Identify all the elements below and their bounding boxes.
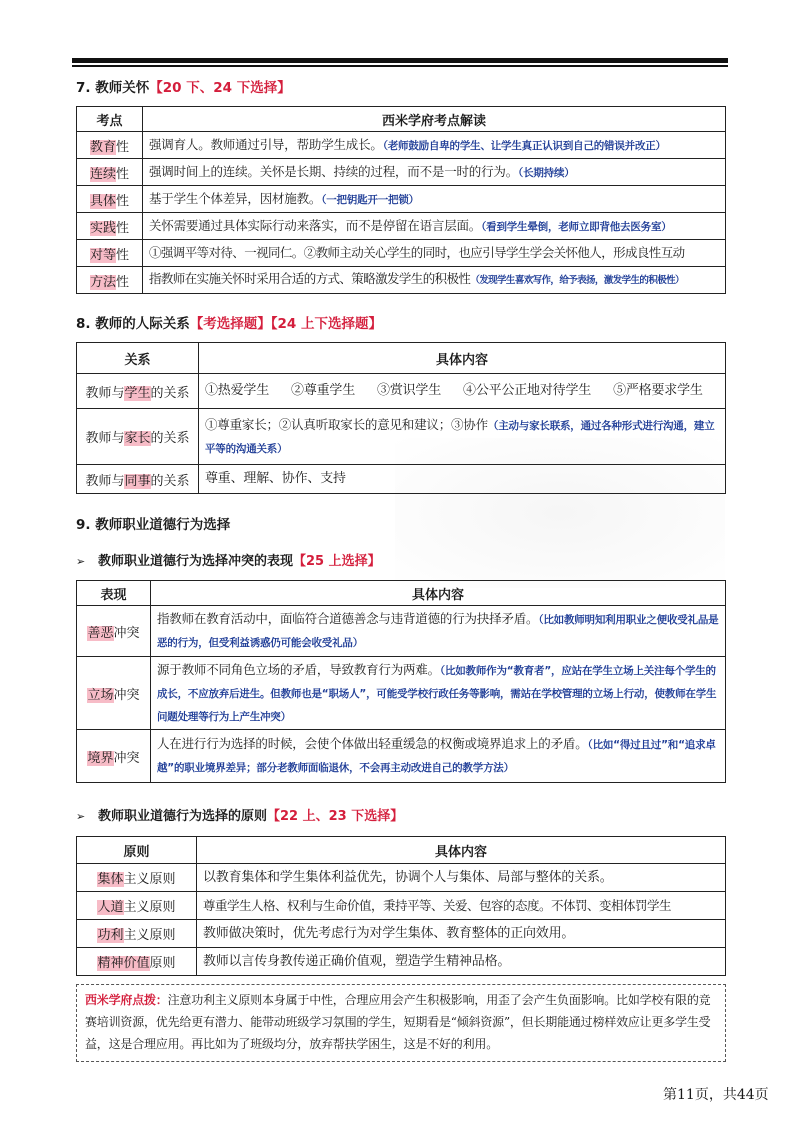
section-7-tag: 【20 下、24 下选择】: [149, 80, 291, 96]
content-cell: [143, 186, 726, 213]
tip-text: 注意功利主义原则本身属于中性，合理应用会产生积极影响，用歪了会产生负面影响。比如学校有限的竞赛培训资源，优先给更有潜力、能带动班级学习氛围的学生，短期看是“倾斜资源”，但长期能通过榜样效应让更多学生受益，这是合理应用。再比如为了班级均分，放弃帮扶学困生，这是不好的利用。: [85, 993, 711, 1051]
page-number: 第11页，共44页: [663, 1087, 769, 1103]
list-item: ④公平公正地对待学生: [463, 383, 592, 398]
highlight-term: 教育: [89, 139, 116, 155]
example-note: （长期持续）: [518, 166, 575, 179]
table-row: [77, 730, 726, 783]
col-header: 具体内容: [197, 837, 726, 864]
highlight-term: 学生: [124, 385, 151, 401]
table-row: [77, 213, 726, 240]
section-8-title: 8. 教师的人际关系: [76, 316, 190, 332]
relation-prefix: 教师与: [85, 431, 125, 446]
content-text: 教师以言传身教传递正确价值观，塑造学生精神品格。: [203, 953, 511, 969]
content-text: 基于学生个体差异，因材施教。: [149, 190, 322, 206]
content-cell: [143, 213, 726, 240]
term-suffix: 主义原则: [123, 872, 176, 887]
section-8-heading: [76, 312, 382, 332]
term-suffix: 性: [116, 220, 130, 236]
highlight-term: 家长: [124, 431, 151, 446]
principle-cell: [77, 948, 197, 976]
subsection-title: 教师职业道德行为选择的原则: [98, 809, 268, 824]
highlight-term: 善恶: [87, 625, 114, 641]
point-cell: [77, 267, 143, 294]
highlight-term: 精神价值: [97, 956, 150, 971]
content-cell: [143, 132, 726, 159]
content-cell: [151, 606, 726, 657]
table-row: [77, 132, 726, 159]
term-suffix: 性: [116, 139, 130, 155]
relation-suffix: 的关系: [150, 385, 190, 401]
highlight-term: 对等: [89, 247, 116, 263]
section-9-title: 9. 教师职业道德行为选择: [76, 517, 231, 533]
relation-cell: [77, 374, 199, 409]
subsection-title: 教师职业道德行为选择冲突的表现: [98, 554, 294, 569]
table-row: [77, 948, 726, 976]
principle-table: [76, 836, 726, 976]
list-item: ②尊重学生: [291, 383, 356, 398]
term-suffix: 冲突: [113, 750, 140, 766]
table-row: [77, 892, 726, 920]
content-text: ①强调平等对待、一视同仁。②教师主动关心学生的同时，也应引导学生学会关怀他人，形成良性互动: [149, 245, 685, 260]
col-header: 关系: [77, 343, 199, 374]
relation-cell: [77, 409, 199, 465]
example-note: （发现学生喜欢写作，给予表扬，激发学生的积极性）: [470, 275, 684, 286]
content-cell: [197, 892, 726, 920]
list-item: ①热爱学生: [205, 383, 270, 398]
type-cell: [77, 730, 151, 783]
col-header: 具体内容: [199, 343, 726, 374]
subsection-conflict-heading: [76, 550, 381, 569]
table-row: [77, 465, 726, 494]
content-text: 指教师在教育活动中，面临符合道德善念与违背道德的行为抉择矛盾。: [157, 611, 539, 626]
table-header-row: [77, 343, 726, 374]
conflict-table: [76, 580, 726, 783]
example-note: （比如教师明知利用职业之便收受礼品是恶的行为，但受利益诱惑仍可能会收受礼品）: [157, 614, 719, 649]
highlight-term: 境界: [87, 750, 114, 766]
table-row: [77, 657, 726, 730]
content-text: 指教师在实施关怀时采用合适的方式、策略激发学生的积极性: [149, 271, 471, 286]
bullet-arrow-icon: ➢: [76, 810, 86, 823]
table-header-row: [77, 107, 726, 132]
term-suffix: 冲突: [113, 625, 140, 641]
table-row: [77, 240, 726, 267]
example-note: （一把钥匙开一把锁）: [321, 193, 419, 206]
point-cell: [77, 186, 143, 213]
term-suffix: 主义原则: [123, 928, 176, 943]
table-row: [77, 409, 726, 465]
highlight-term: 具体: [89, 193, 116, 209]
content-text: 尊重、理解、协作、支持: [205, 471, 346, 486]
principle-cell: [77, 864, 197, 892]
example-note: （比如教师作为“教育者”，应站在学生立场上关注每个学生的成长，不应放弃后进生。但教师也是“职场人”，可能受学校行政任务等影响，需站在学校管理的立场上行动，使教师在学生问题处理等行为上产生冲突）: [157, 664, 717, 723]
content-text: 教师做决策时，优先考虑行为对学生集体、教育整体的正向效用。: [203, 925, 575, 941]
content-text: 强调时间上的连续。关怀是长期、持续的过程，而不是一时的行为。: [149, 163, 519, 179]
table-row: [77, 374, 726, 409]
col-header: 考点: [77, 107, 143, 132]
principle-cell: [77, 892, 197, 920]
list-item: ③赏识学生: [377, 383, 442, 398]
tip-box: [76, 984, 726, 1062]
relation-cell: [77, 465, 199, 494]
tip-label: 西米学府点拨：: [85, 993, 168, 1007]
term-suffix: 冲突: [113, 687, 140, 703]
highlight-term: 集体: [97, 872, 124, 887]
table-row: [77, 864, 726, 892]
header-rule-thick: [72, 58, 728, 63]
relation-prefix: 教师与: [85, 385, 125, 401]
list-item: ⑤严格要求学生: [613, 383, 703, 398]
highlight-term: 人道: [97, 900, 124, 915]
term-suffix: 性: [116, 274, 130, 290]
content-text: ①尊重家长；②认真听取家长的意见和建议；③协作: [205, 416, 488, 432]
point-cell: [77, 132, 143, 159]
content-cell: [143, 267, 726, 294]
example-note: （老师鼓励自卑的学生、让学生真正认识到自己的错误并改正）: [382, 139, 666, 152]
section-7-title: 7. 教师关怀: [76, 80, 150, 96]
table-row: [77, 186, 726, 213]
content-cell: [143, 240, 726, 267]
table-header-row: [77, 837, 726, 864]
content-cell: [199, 409, 726, 465]
type-cell: [77, 606, 151, 657]
subsection-principle-heading: [76, 805, 403, 824]
example-note: （主动与家长联系，通过各种形式进行沟通，建立平等的沟通关系）: [205, 419, 715, 455]
relation-suffix: 的关系: [150, 473, 190, 489]
content-cell: [199, 465, 726, 494]
highlight-term: 实践: [89, 220, 116, 236]
example-note: （看到学生晕倒，老师立即背他去医务室）: [481, 220, 672, 233]
highlight-term: 连续: [89, 166, 116, 182]
content-text: 源于教师不同角色立场的矛盾，导致教育行为两难。: [157, 661, 440, 677]
content-cell: [197, 864, 726, 892]
content-text: 人在进行行为选择的时候，会使个体做出轻重缓急的权衡或境界追求上的矛盾。: [157, 736, 588, 751]
example-note: （比如“得过且过”和“追求卓越”的职业境界差异；部分老教师面临退休，不会再主动改进自己的教学方法）: [157, 739, 716, 774]
section-8-tag: 【考选择题】【24 上下选择题】: [189, 316, 382, 332]
relation-suffix: 的关系: [150, 431, 190, 446]
table-row: [77, 159, 726, 186]
term-suffix: 主义原则: [123, 900, 176, 915]
section-9-heading: [76, 513, 230, 533]
term-suffix: 性: [116, 247, 130, 263]
subsection-tag: 【22 上、23 下选择】: [267, 809, 404, 824]
point-cell: [77, 159, 143, 186]
content-cell: [151, 730, 726, 783]
table-row: [77, 267, 726, 294]
highlight-term: 功利: [97, 928, 124, 943]
col-header: 西米学府考点解读: [143, 107, 726, 132]
highlight-term: 方法: [89, 274, 116, 290]
content-text: 以教育集体和学生集体利益优先，协调个人与集体、局部与整体的关系。: [203, 869, 613, 885]
highlight-term: 立场: [87, 687, 114, 703]
content-cell: [199, 374, 726, 409]
content-text: 关怀需要通过具体实际行动来落实，而不是停留在语言层面。: [149, 217, 482, 233]
table-header-row: [77, 581, 726, 606]
section-7-heading: [76, 76, 291, 96]
highlight-term: 同事: [124, 473, 151, 489]
care-table: [76, 106, 726, 294]
subsection-tag: 【25 上选择】: [293, 554, 381, 569]
col-header: 表现: [77, 581, 151, 606]
term-suffix: 原则: [149, 956, 176, 971]
bullet-arrow-icon: ➢: [76, 555, 86, 568]
content-cell: [197, 920, 726, 948]
content-text: 强调育人。教师通过引导，帮助学生成长。: [149, 136, 383, 152]
content-text: 尊重学生人格、权利与生命价值，秉持平等、关爱、包容的态度。不体罚、变相体罚学生: [203, 897, 672, 913]
relationship-table: [76, 342, 726, 494]
point-cell: [77, 213, 143, 240]
table-row: [77, 606, 726, 657]
col-header: 原则: [77, 837, 197, 864]
type-cell: [77, 657, 151, 730]
table-row: [77, 920, 726, 948]
term-suffix: 性: [116, 193, 130, 209]
principle-cell: [77, 920, 197, 948]
content-cell: [197, 948, 726, 976]
point-cell: [77, 240, 143, 267]
content-cell: [143, 159, 726, 186]
term-suffix: 性: [116, 166, 130, 182]
col-header: 具体内容: [151, 581, 726, 606]
content-cell: [151, 657, 726, 730]
header-rule-thin: [72, 65, 728, 67]
relation-prefix: 教师与: [85, 473, 125, 489]
